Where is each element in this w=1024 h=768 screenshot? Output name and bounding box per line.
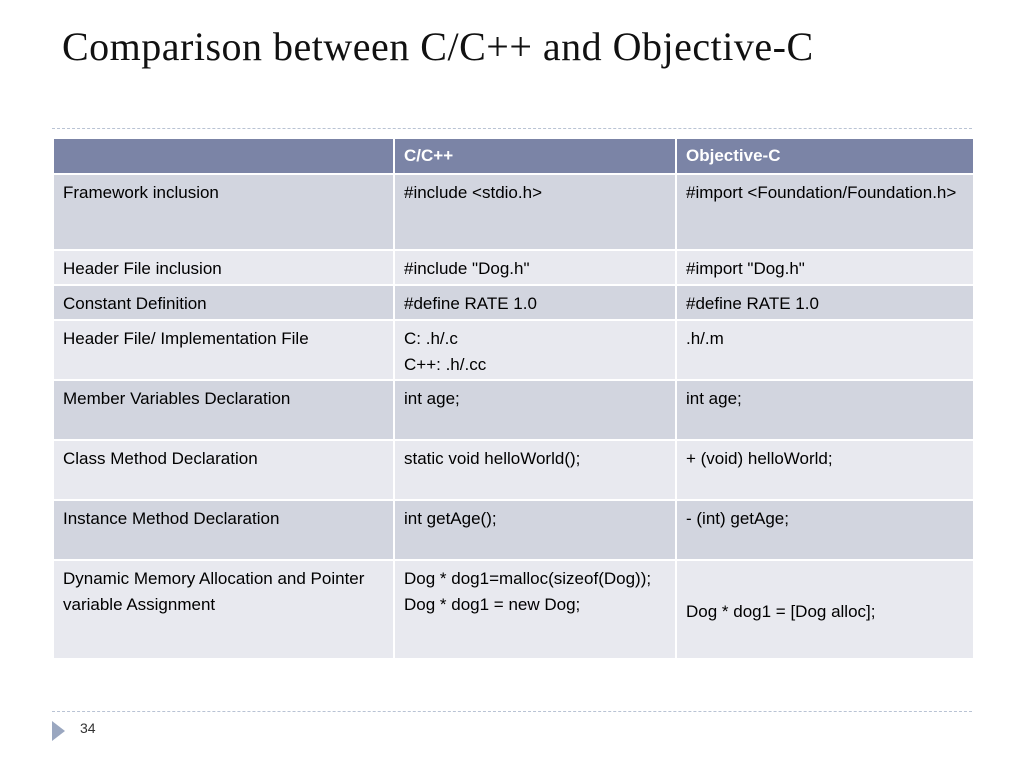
objc-cell: int age; bbox=[676, 380, 974, 440]
objc-cell: #import <Foundation/Foundation.h> bbox=[676, 174, 974, 250]
table-row bbox=[53, 174, 974, 250]
objc-cell: + (void) helloWorld; bbox=[676, 440, 974, 500]
feature-cell: Instance Method Declaration bbox=[53, 500, 394, 560]
c-cell: #include <stdio.h> bbox=[394, 174, 676, 250]
table-row bbox=[53, 285, 974, 320]
table-row bbox=[53, 380, 974, 440]
feature-cell: Member Variables Declaration bbox=[53, 380, 394, 440]
header-feature bbox=[53, 138, 394, 174]
c-cell-line: C++: .h/.cc bbox=[404, 355, 487, 374]
c-cell bbox=[394, 560, 676, 659]
feature-cell: Header File inclusion bbox=[53, 250, 394, 285]
table-row bbox=[53, 500, 974, 560]
feature-cell: Framework inclusion bbox=[53, 174, 394, 250]
comparison-table bbox=[52, 137, 975, 660]
c-cell-line: Dog * dog1 = new Dog; bbox=[404, 595, 581, 614]
bottom-divider bbox=[52, 711, 972, 712]
c-cell: #include "Dog.h" bbox=[394, 250, 676, 285]
c-cell: #define RATE 1.0 bbox=[394, 285, 676, 320]
c-cell-line: Dog * dog1=malloc(sizeof(Dog)); bbox=[404, 569, 652, 588]
triangle-bullet-icon bbox=[52, 721, 65, 741]
feature-cell: Header File/ Implementation File bbox=[53, 320, 394, 380]
c-cell: int getAge(); bbox=[394, 500, 676, 560]
table-row bbox=[53, 440, 974, 500]
objc-cell: #define RATE 1.0 bbox=[676, 285, 974, 320]
top-divider bbox=[52, 128, 972, 129]
table-row bbox=[53, 320, 974, 380]
objc-cell: .h/.m bbox=[676, 320, 974, 380]
feature-cell: Dynamic Memory Allocation and Pointer variable Assignment bbox=[53, 560, 394, 659]
c-cell bbox=[394, 320, 676, 380]
feature-cell: Constant Definition bbox=[53, 285, 394, 320]
slide-title: Comparison between C/C++ and Objective-C bbox=[62, 24, 814, 69]
feature-cell: Class Method Declaration bbox=[53, 440, 394, 500]
c-cell: static void helloWorld(); bbox=[394, 440, 676, 500]
objc-cell: - (int) getAge; bbox=[676, 500, 974, 560]
header-c-cpp: C/C++ bbox=[394, 138, 676, 174]
table-row bbox=[53, 250, 974, 285]
c-cell-line: C: .h/.c bbox=[404, 329, 458, 348]
objc-cell: Dog * dog1 = [Dog alloc]; bbox=[676, 560, 974, 659]
table-row bbox=[53, 560, 974, 659]
c-cell: int age; bbox=[394, 380, 676, 440]
page-number: 34 bbox=[80, 720, 96, 736]
objc-cell: #import "Dog.h" bbox=[676, 250, 974, 285]
header-objective-c: Objective-C bbox=[676, 138, 974, 174]
table-header-row bbox=[53, 138, 974, 174]
